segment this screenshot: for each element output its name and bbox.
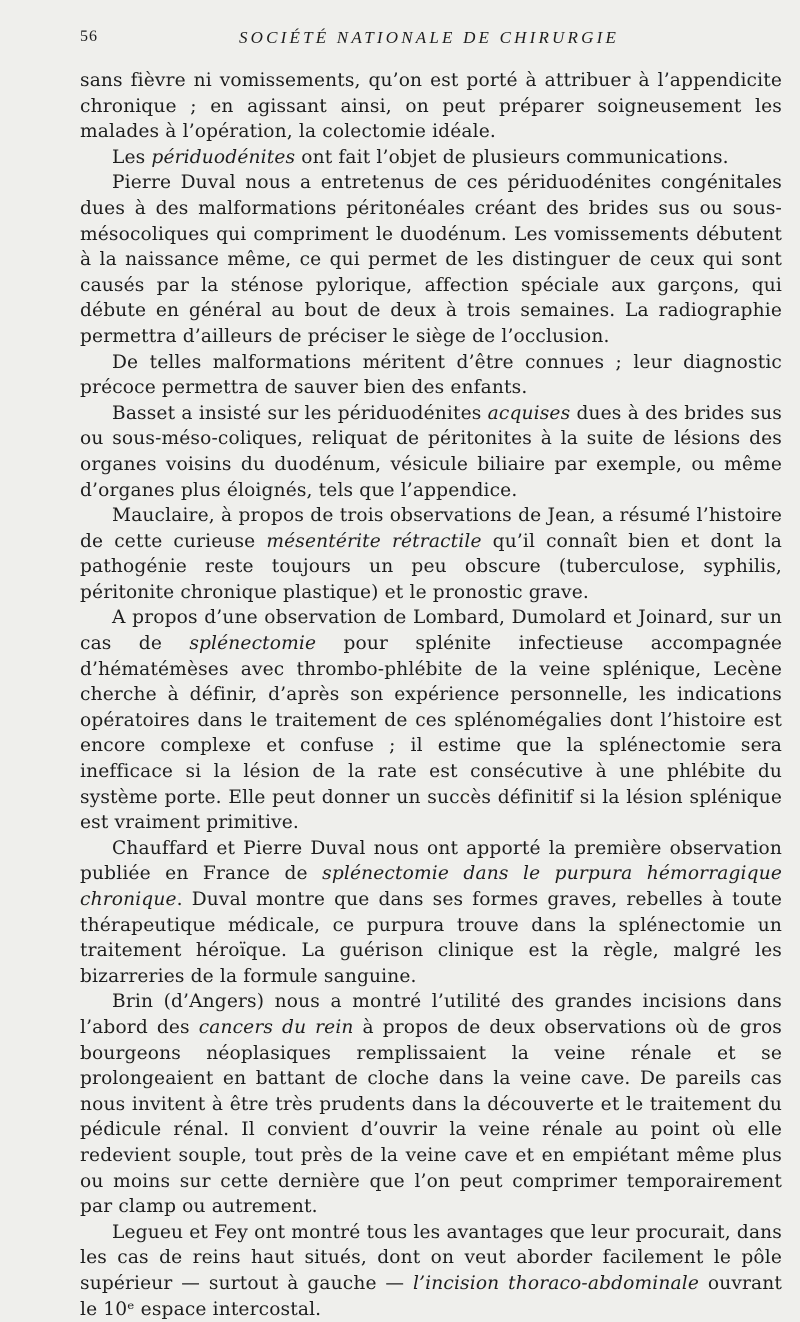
paragraph-text-before: Legueu et Fey ont montré tous les avantages que leur procurait, dans les cas de reins haut situés, dont on veut aborder facilement le pôle supérieur — surtout à gauche — — [80, 1221, 782, 1294]
paragraph-text-before: A propos d’une observation de Lombard, Dumolard et Joinard, sur un cas de — [80, 607, 782, 655]
italic-term: mésentérite rétractile — [266, 530, 482, 552]
paragraph-malformations — [80, 350, 782, 401]
paragraph-splenectomie — [80, 605, 782, 835]
paragraph-text-after: à propos de deux observations où de gros bourgeons néoplasiques remplissaient la veine rénale et se prolongeaient en battant de cloche dans la veine cave. De pareils cas nous invitent à être très prudents dans la découverte et le traitement du pédicule rénal. Il convient d’ouvrir la veine rénale au point où elle redevient souple, tout près de la veine cave et en empiétant même plus ou moins sur cette dernière que l’on peut comprimer temporairement par clamp ou autrement. — [80, 1016, 782, 1218]
italic-term: cancers du rein — [198, 1016, 354, 1038]
paragraph-text-after: qu’il connaît bien et dont la pathogénie reste toujours un peu obscure (tuberculose, syphilis, péritonite chronique plastique) et le pronostic grave. — [80, 530, 782, 603]
paragraph-text: De telles malformations méritent d’être connues ; leur diagnostic précoce permettra de sauver bien des enfants. — [80, 351, 782, 399]
paragraph-basset — [80, 401, 782, 503]
paragraph-text-after: ont fait l’objet de plusieurs communications. — [295, 146, 729, 168]
paragraph-text-before: Les — [112, 146, 152, 168]
paragraph-mauclaire — [80, 503, 782, 605]
paragraph-chauffard — [80, 836, 782, 990]
page-number: 56 — [80, 28, 98, 45]
running-title: SOCIÉTÉ NATIONALE DE CHIRURGIE — [238, 28, 620, 47]
paragraph-brin — [80, 989, 782, 1219]
paragraph-text-after: dues à des brides sus ou sous-méso-coliques, reliquat de péritonites à la suite de lésions des organes voisins du duodénum, vésicule biliaire par exemple, ou même d’organes plus éloignés, tels que l’appendice. — [80, 402, 783, 501]
paragraph-text-after: . Duval montre que dans ses formes graves, rebelles à toute thérapeutique médicale, ce purpura trouve dans la splénectomie un traitement héroïque. La guérison clinique est la règle, malgré les bizarreries de la formule sanguine. — [80, 889, 782, 987]
italic-term: l’incision thoraco-abdominale — [413, 1272, 700, 1294]
paragraph-text-after: pour splénite infectieuse accompagnée d’hématémèses avec thrombo-phlébite de la veine splénique, Lecène cherche à définir, d’après son expérience personnelle, les indications opératoires dans le traitement de ces splénomégalies dont l’histoire est encore complexe et confuse ; il estime que la splénectomie sera inefficace si la lésion de la rate est consécutive à une phlébite du système porte. Elle peut donner un succès définitif si la lésion splénique est vraiment primitive. — [80, 633, 782, 834]
paragraph-text-after: ouvrant le 10ᵉ espace intercostal. — [80, 1272, 782, 1320]
paragraph-text-before: Basset a insisté sur les périduodénites — [112, 402, 488, 424]
page-header — [80, 28, 778, 54]
italic-term: splénectomie — [189, 633, 317, 655]
italic-term: splénectomie dans le purpura hémorragique chronique — [80, 863, 782, 910]
paragraph-continuation — [80, 68, 782, 145]
italic-term: acquises — [487, 402, 571, 424]
paragraph-legueu — [80, 1220, 782, 1322]
paragraph-text: sans fièvre ni vomissements, qu’on est porté à attribuer à l’appendicite chronique ; en agissant ainsi, on peut préparer soigneusement les malades à l’opération, la colectomie idéale. — [80, 70, 782, 143]
paragraph-text-before: Chauffard et Pierre Duval nous ont apporté la première observation publiée en France de — [80, 837, 782, 885]
paragraph-periduodenites — [80, 145, 782, 171]
paragraph-text: Pierre Duval nous a entretenus de ces périduodénites congénitales dues à des malformations péritonéales créant des brides sus ou sous-mésocoliques qui compriment le duodénum. Les vomissements débutent à la naissance même, ce qui permet de les distinguer de ceux qui sont causés par la sténose pylorique, affection spéciale aux garçons, qui débute en général au bout de deux à trois semaines. La radiographie permettra d’ailleurs de préciser le siège de l’occlusion. — [80, 172, 782, 347]
italic-term: périduodénites — [151, 146, 296, 168]
paragraph-text-before: Mauclaire, à propos de trois observations de Jean, a résumé l’histoire de cette curieuse — [80, 505, 782, 552]
paragraph-text-before: Brin (d’Angers) nous a montré l’utilité des grandes incisions dans l’abord des — [80, 991, 782, 1038]
paragraph-pierre-duval — [80, 170, 782, 349]
body-text — [80, 68, 782, 1322]
